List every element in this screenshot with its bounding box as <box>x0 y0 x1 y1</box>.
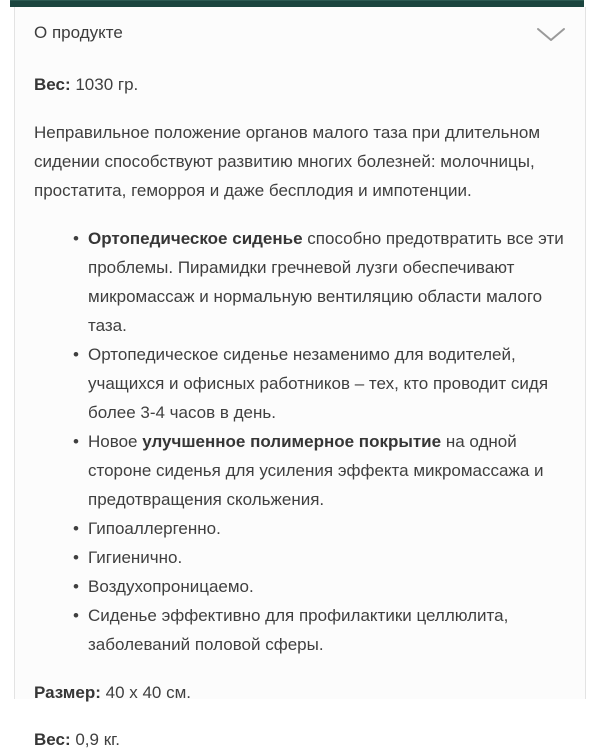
text-run: Гипоаллергенно. <box>88 519 221 538</box>
feature-list-item <box>88 601 566 659</box>
feature-list-item <box>88 514 566 543</box>
about-product-card <box>14 7 586 749</box>
about-product-content <box>15 70 585 754</box>
text-run: на одной стороне сиденья для усиления эффекта микромассажа и предотвращения скольжения. <box>88 432 544 509</box>
intro-paragraph: Неправильное положение органов малого таза при длительном сидении способствуют развитию многих болезней: молочницы, простатита, геморроя и даже бесплодия и импотенции. <box>34 123 541 200</box>
feature-list-item <box>88 427 566 514</box>
bold-text-run: Вес: <box>34 75 71 94</box>
bold-text-run: Ортопедическое сиденье <box>88 229 303 248</box>
chevron-down-icon[interactable] <box>536 27 566 43</box>
text-run: Сиденье эффективно для профилактики целлюлита, заболеваний половой сферы. <box>88 606 509 654</box>
bold-text-run: улучшенное полимерное покрытие <box>142 432 442 451</box>
feature-list-item <box>88 543 566 572</box>
about-product-accordion-header[interactable] <box>15 7 585 46</box>
text-run: 0,9 кг. <box>70 730 120 749</box>
text-run: Гигиенично. <box>88 548 183 567</box>
text-run: Ортопедическое сиденье незаменимо для водителей, учащихся и офисных работников – тех, кто проводит сидя более 3-4 часов в день. <box>88 345 549 422</box>
feature-list-item <box>88 572 566 601</box>
feature-list-item <box>88 224 566 340</box>
feature-list <box>34 224 566 659</box>
weight-line-bottom <box>34 725 566 754</box>
text-run: способно предотвратить все эти проблемы. Пирамидки гречневой лузги обеспечивают микромассаж и нормальную вентиляцию области малого таза. <box>88 229 564 335</box>
bold-text-run: Размер: <box>34 683 101 702</box>
feature-list-item <box>88 340 566 427</box>
section-title: О продукте <box>34 23 123 42</box>
text-run: Воздухопроницаемо. <box>88 577 254 596</box>
text-run: Новое <box>88 432 143 451</box>
text-run: 40 х 40 см. <box>100 683 192 702</box>
text-run: 1030 гр. <box>70 75 139 94</box>
top-accent-bar <box>10 0 584 7</box>
weight-line-top <box>34 70 566 99</box>
bold-text-run: Вес: <box>34 730 71 749</box>
size-line <box>34 678 566 707</box>
